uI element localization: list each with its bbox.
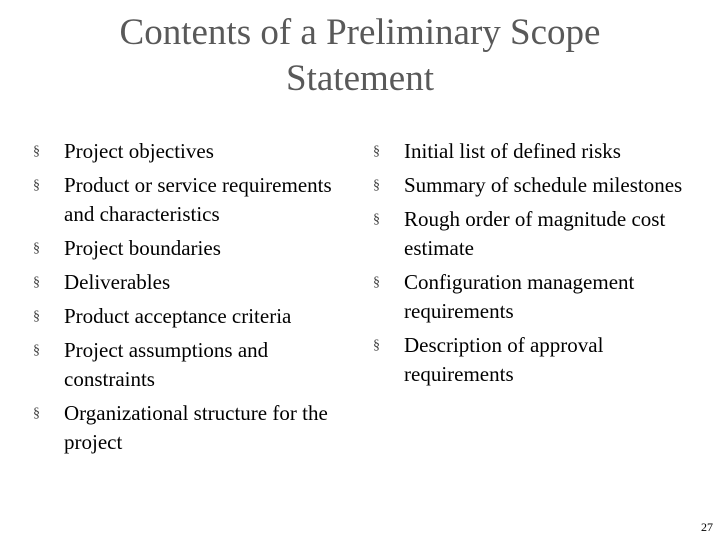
- bullet-marker-icon: §: [33, 144, 40, 159]
- left-bullet-list: [33, 137, 343, 462]
- list-item: [373, 331, 703, 389]
- list-item: [373, 171, 703, 200]
- bullet-marker-icon: §: [33, 343, 40, 358]
- bullet-text: Product or service requirements and characteristics: [64, 173, 332, 226]
- bullet-marker-icon: §: [373, 212, 380, 227]
- bullet-text: Project boundaries: [64, 236, 221, 260]
- bullet-marker-icon: §: [373, 178, 380, 193]
- slide-title-line-2: Statement: [286, 58, 434, 99]
- page-number: 27: [701, 520, 713, 534]
- slide-title-line-1: Contents of a Preliminary Scope: [119, 12, 601, 53]
- list-item: [33, 137, 343, 166]
- list-item: [33, 171, 343, 229]
- list-item: [373, 268, 703, 326]
- list-item: [33, 336, 343, 394]
- list-item: [33, 399, 343, 457]
- bullet-marker-icon: §: [373, 275, 380, 290]
- bullet-text: Deliverables: [64, 270, 171, 294]
- bullet-text: Project objectives: [64, 139, 214, 163]
- slide-title: [60, 10, 660, 102]
- bullet-marker-icon: §: [373, 144, 380, 159]
- list-item: [33, 234, 343, 263]
- bullet-text: Summary of schedule milestones: [404, 173, 683, 197]
- bullet-text: Product acceptance criteria: [64, 304, 292, 328]
- bullet-text: Configuration management requirements: [404, 270, 635, 323]
- right-bullet-list: [373, 137, 703, 394]
- bullet-marker-icon: §: [33, 406, 40, 421]
- list-item: [373, 205, 703, 263]
- list-item: [373, 137, 703, 166]
- bullet-marker-icon: §: [33, 241, 40, 256]
- bullet-text: Description of approval requirements: [404, 333, 604, 386]
- bullet-text: Rough order of magnitude cost estimate: [404, 207, 666, 260]
- list-item: [33, 302, 343, 331]
- bullet-text: Initial list of defined risks: [404, 139, 621, 163]
- bullet-marker-icon: §: [373, 338, 380, 353]
- bullet-marker-icon: §: [33, 309, 40, 324]
- bullet-marker-icon: §: [33, 275, 40, 290]
- list-item: [33, 268, 343, 297]
- bullet-text: Organizational structure for the project: [64, 401, 328, 454]
- bullet-marker-icon: §: [33, 178, 40, 193]
- bullet-text: Project assumptions and constraints: [64, 338, 269, 391]
